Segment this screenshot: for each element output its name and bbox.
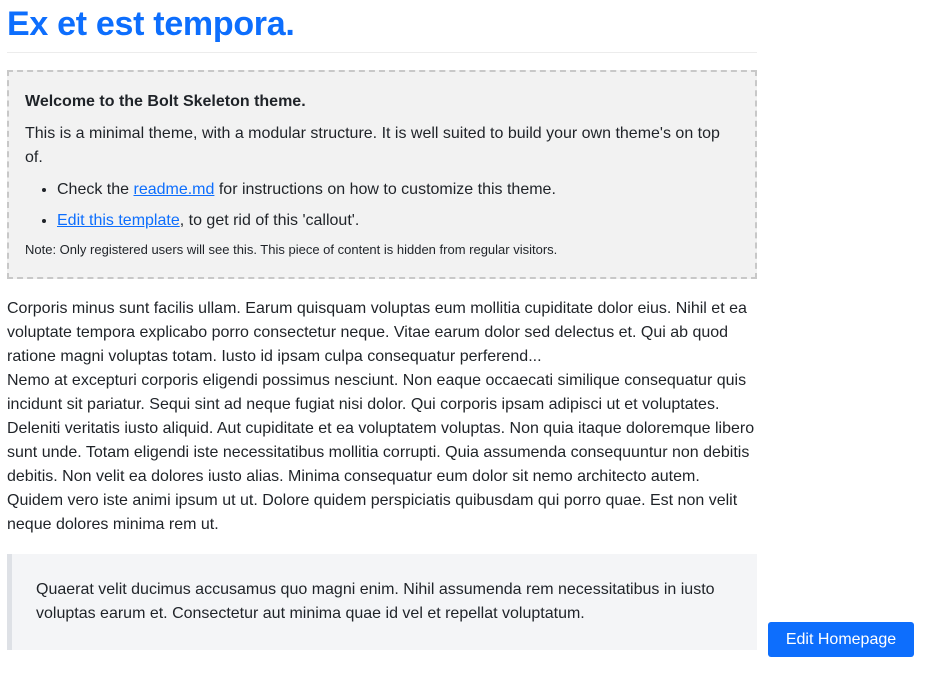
readme-link[interactable]: readme.md	[133, 181, 215, 198]
edit-template-link[interactable]: Edit this template	[57, 212, 180, 229]
theme-callout	[7, 70, 757, 279]
callout-item-prefix: Check the	[57, 181, 134, 198]
callout-item-suffix: for instructions on how to customize this theme.	[214, 181, 556, 198]
callout-welcome: Welcome to the Bolt Skeleton theme.	[25, 93, 306, 110]
body-text	[7, 297, 757, 537]
edit-homepage-button[interactable]: Edit Homepage	[768, 622, 914, 657]
callout-list	[25, 178, 739, 233]
callout-intro: This is a minimal theme, with a modular structure. It is well suited to build your own theme's on top of.	[25, 125, 720, 166]
main-content	[7, 0, 757, 650]
body-paragraph-2: Nemo at excepturi corporis eligendi possimus nesciunt. Non eaque occaecati similique consequatur quis incidunt sit pariatur. Sequi sint ad neque fugiat nisi dolor. Qui corporis ipsam adipisci ut et voluptates. Deleniti veritatis iusto aliquid. Aut cupiditate et ea voluptatem voluptas. Non quia itaque doloremque libero sunt unde. Totam eligendi iste necessitatibus mollitia corrupti. Quia assumenda consequuntur non debitis debitis. Non velit ea dolores iusto alias. Minima consequatur eum dolor sit nemo architecto autem. Quidem vero iste animi ipsum ut ut. Dolore quidem perspiciatis quibusdam qui porro quae. Est non velit neque dolores minima rem ut.	[7, 372, 755, 533]
page-title: Ex et est tempora.	[7, 0, 757, 53]
callout-list-item-edit-template	[57, 209, 739, 233]
body-paragraph-1: Corporis minus sunt facilis ullam. Earum quisquam voluptas eum mollitia cupiditate dolor eius. Nihil et ea voluptate tempora explicabo porro consectetur neque. Vitae earum dolor sed delectus et. Qui ab quod ratione magni voluptas totam. Iusto id ipsam culpa consequatur perferend...	[7, 300, 747, 365]
callout-list-item-readme	[57, 178, 739, 202]
blockquote: Quaerat velit ducimus accusamus quo magni enim. Nihil assumenda rem necessitatibus in iusto voluptas earum et. Consectetur aut minima quae id vel et repellat voluptatum.	[7, 554, 757, 650]
callout-item-suffix: , to get rid of this 'callout'.	[179, 212, 360, 229]
callout-note: Note: Only registered users will see this. This piece of content is hidden from regular visitors.	[25, 242, 558, 257]
